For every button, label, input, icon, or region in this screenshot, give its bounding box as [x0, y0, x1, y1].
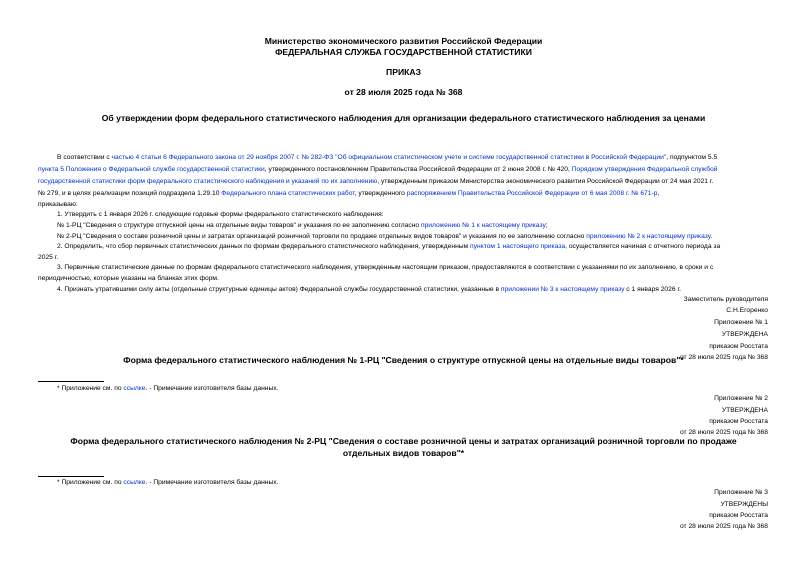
appendix-2-label: Приложение № 2 [714, 395, 768, 402]
signature-position: Заместитель руководителя [683, 296, 768, 303]
preamble-line-3: государственной статистики форм федерального статистического наблюдения и указаний по их заполнению, утвержденным приказом Министерства экономического развития Российской Федерации от 24 мая 2021 г. [38, 178, 714, 185]
appendix-3-label: Приложение № 3 [714, 489, 768, 496]
regulation-link[interactable]: пункта 5 Положения о Федеральной службе государственной статистики [38, 166, 265, 173]
point-1-form-1: № 1-РЦ "Сведения о структуре отпускной цены на отдельные виды товаров" и указания по ее заполнению согласно приложению № 1 к настоящему приказу; [57, 222, 548, 229]
point-4: 4. Признать утратившими силу акты (отдельные структурные единицы актов) Федеральной службы государственной статистики, указанные в приложении № 3 к настоящему приказу с 1 января 2026 г. [57, 286, 681, 293]
appendix-1-label: Приложение № 1 [714, 319, 768, 326]
appendix-2-approved: УТВЕРЖДЕНА [721, 407, 768, 414]
preamble-line-4: № 279, и в целях реализации позиций подраздела 1.29.10 Федерального плана статистических работ, утвержденного распоряжением Правительства Российской Федерации от 6 мая 2008 г. № 671-р, [38, 190, 660, 197]
preamble-line-2: пункта 5 Положения о Федеральной службе государственной статистики, утвержденного постановлением Правительства Российской Федерации от 2 июня 2008 г. № 420, Порядком утверждения Федеральной службой [38, 166, 718, 173]
preamble-line-5: приказываю: [38, 201, 78, 208]
form-2rc-title-line-1: Форма федерального статистического наблюдения № 2-РЦ "Сведения о составе розничной цены и затратах организаций розничной торговли по продаже [70, 436, 737, 446]
law-282-fz-link[interactable]: частью 4 статьи 6 Федерального закона от 29 ноября 2007 г. № 282-ФЗ "Об официальном статистическом учете и системе государственной статистики в Российской Федерации" [111, 154, 667, 161]
appendix-2-by-order: приказом Росстата [709, 418, 768, 425]
appendix-2-date: от 28 июля 2025 года № 368 [679, 429, 768, 436]
appendix-1-link[interactable]: приложению № 1 к настоящему приказу [420, 222, 546, 229]
footnote-2-link[interactable]: ссылке [123, 479, 146, 486]
signature-name: С.Н.Егоренко [726, 307, 768, 314]
point-1-form-2: № 2-РЦ "Сведения о составе розничной цены и затратах организаций розничной торговли по продаже отдельных видов товаров" и указания по ее заполнению согласно приложению № 2 к настоящему приказу. [57, 233, 713, 240]
point-3-continued: периодичностью, которые указаны на бланках этих форм. [38, 275, 219, 282]
appendix-3-link[interactable]: приложении № 3 к настоящему приказу [500, 286, 625, 293]
document-date-number: от 28 июля 2025 года № 368 [344, 87, 463, 97]
appendix-3-date: от 28 июля 2025 года № 368 [679, 523, 768, 530]
footnote-2: * Приложение см. по ссылке. - Примечание изготовителя базы данных. [57, 479, 279, 486]
point-1: 1. Утвердить с 1 января 2026 г. следующие годовые формы федерального статистического наблюдения: [57, 211, 384, 218]
appendix-3-by-order: приказом Росстата [709, 512, 768, 519]
appendix-1-by-order: приказом Росстата [709, 343, 768, 350]
point-2-continued: 2025 г. [38, 254, 59, 261]
appendix-1-approved: УТВЕРЖДЕНА [721, 331, 768, 338]
point-2: 2. Определить, что сбор первичных статистических данных по формам федерального статистического наблюдения, утвержденным пунктом 1 настоящего приказа, осуществляется начиная с отчетного периода за [57, 243, 721, 250]
point-1-link[interactable]: пунктом 1 настоящего приказа [470, 243, 566, 250]
preamble-line-1: В соответствии с частью 4 статьи 6 Федерального закона от 29 ноября 2007 г. № 282-ФЗ "Об официальном статистическом учете и системе государственной статистики в Российской Федерации", подпунктом 5.5 [57, 154, 718, 161]
footnote-1-link[interactable]: ссылке [123, 385, 146, 392]
appendix-1-date: от 28 июля 2025 года № 368 [679, 354, 768, 361]
federal-plan-link[interactable]: Федерального плана статистических работ [221, 190, 355, 197]
ministry-name: Министерство экономического развития Российской Федерации [264, 36, 543, 46]
footnote-1-separator [38, 381, 104, 382]
document-type: ПРИКАЗ [386, 67, 421, 77]
document-title: Об утверждении форм федерального статистического наблюдения для организации федерального статистического наблюдения за ценами [101, 113, 706, 123]
service-name: ФЕДЕРАЛЬНАЯ СЛУЖБА ГОСУДАРСТВЕННОЙ СТАТИСТИКИ [275, 47, 532, 57]
form-1rc-title: Форма федерального статистического наблюдения № 1-РЦ "Сведения о структуре отпускной цены на отдельные виды товаров"* [123, 355, 684, 365]
appendix-2-link[interactable]: приложению № 2 к настоящему приказу [586, 233, 711, 240]
form-2rc-title-line-2: отдельных видов товаров"* [342, 448, 465, 458]
appendix-3-approved: УТВЕРЖДЕНЫ [720, 501, 768, 508]
procedure-link[interactable]: Порядком утверждения Федеральной службой [571, 166, 718, 173]
footnote-1: * Приложение см. по ссылке. - Примечание изготовителя базы данных. [57, 385, 279, 392]
point-3: 3. Первичные статистические данные по формам федерального статистического наблюдения, утвержденным настоящим приказом, предоставляются в соответствии с указаниями по их заполнению, в сроки и с [57, 264, 714, 271]
government-order-link[interactable]: распоряжением Правительства Российской Федерации от 6 мая 2008 г. № 671-р [406, 190, 658, 197]
procedure-link-continued[interactable]: государственной статистики форм федерального статистического наблюдения и указаний по их заполнению [38, 178, 378, 185]
